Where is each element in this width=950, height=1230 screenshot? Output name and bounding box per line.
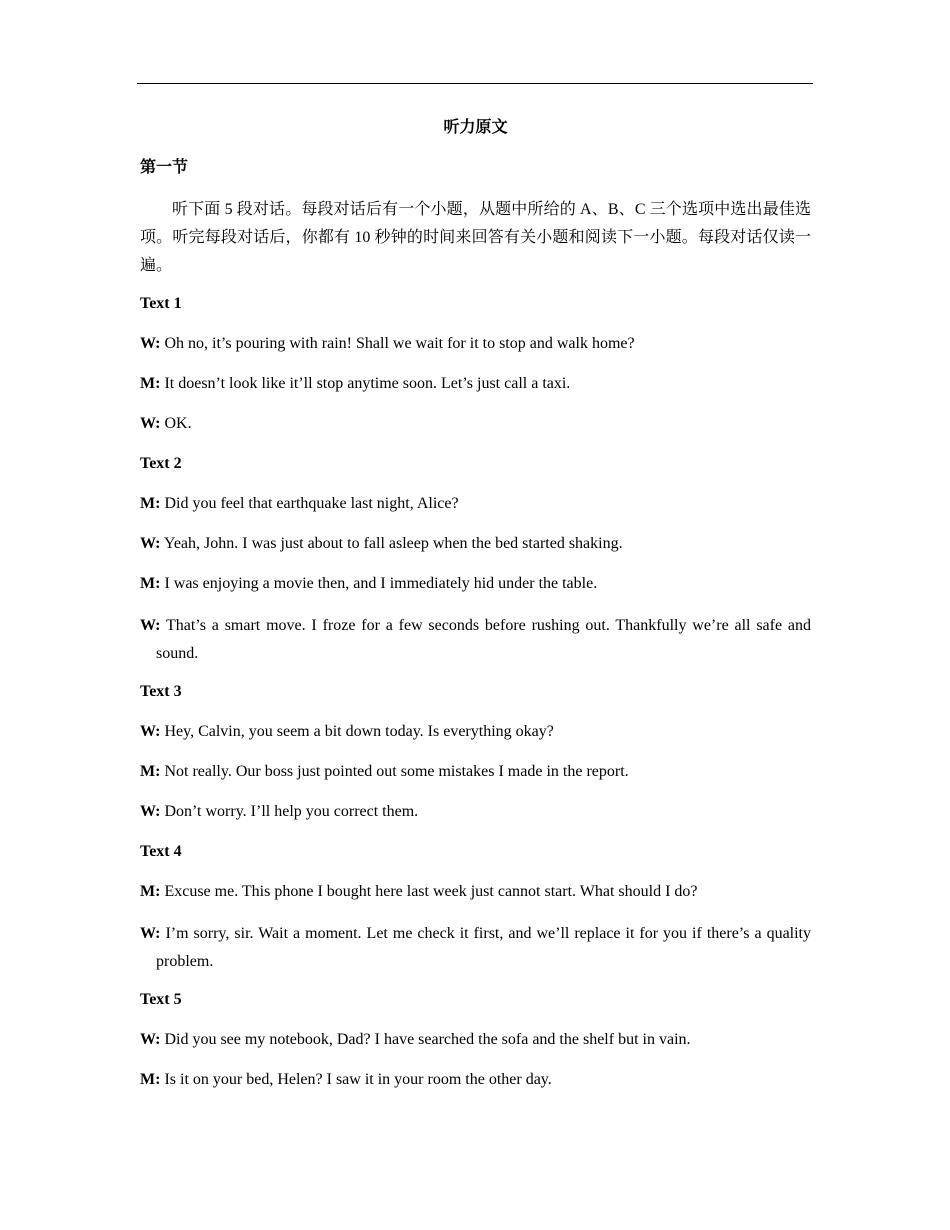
dialogue-line <box>140 612 811 668</box>
dialogue-line <box>140 572 811 596</box>
speaker-label: W: <box>140 535 161 552</box>
dialogue-line <box>140 720 811 744</box>
dialogue-text: It doesn’t look like it’ll stop anytime soon. Let’s just call a taxi. <box>164 375 571 392</box>
dialogue-text: Oh no, it’s pouring with rain! Shall we wait for it to stop and walk home? <box>164 335 635 352</box>
dialogue-text: Yeah, John. I was just about to fall asleep when the bed started shaking. <box>163 535 623 552</box>
dialogue-text: Did you see my notebook, Dad? I have searched the sofa and the shelf but in vain. <box>164 1031 691 1048</box>
header-rule <box>137 83 813 84</box>
speaker-label: W: <box>140 617 161 634</box>
text-heading: Text 2 <box>140 455 182 472</box>
dialogue-text: Excuse me. This phone I bought here last week just cannot start. What should I do? <box>164 883 698 900</box>
text-heading: Text 4 <box>140 843 182 860</box>
text-heading: Text 1 <box>140 295 182 312</box>
dialogue-line <box>140 920 811 976</box>
document-page <box>140 116 811 1108</box>
speaker-label: W: <box>140 803 161 820</box>
dialogue-text: Not really. Our boss just pointed out some mistakes I made in the report. <box>164 763 629 780</box>
dialogue-text: That’s a smart move. I froze for a few seconds before rushing out. Thankfully we’re all safe and sound. <box>156 617 811 662</box>
speaker-label: M: <box>140 883 161 900</box>
dialogue-line <box>140 492 811 516</box>
speaker-label: M: <box>140 763 161 780</box>
dialogue-text: Hey, Calvin, you seem a bit down today. Is everything okay? <box>164 723 554 740</box>
speaker-label: W: <box>140 925 161 942</box>
speaker-label: W: <box>140 723 161 740</box>
intro-paragraph: 听下面 5 段对话。每段对话后有一个小题，从题中所给的 A、B、C 三个选项中选出最佳选项。听完每段对话后，你都有 10 秒钟的时间来回答有关小题和阅读下一小题。每段对话仅读一遍。 <box>140 201 811 274</box>
dialogue-text: I’m sorry, sir. Wait a moment. Let me check it first, and we’ll replace it for you if there’s a quality problem. <box>156 925 812 970</box>
speaker-label: W: <box>140 415 161 432</box>
dialogue-text: Don’t worry. I’ll help you correct them. <box>164 803 419 820</box>
dialogue-line <box>140 532 811 556</box>
dialogue-text: Is it on your bed, Helen? I saw it in your room the other day. <box>164 1071 552 1088</box>
section-label: 第一节 <box>140 159 189 176</box>
dialogue-line <box>140 880 811 904</box>
text-heading: Text 5 <box>140 991 182 1008</box>
speaker-label: W: <box>140 335 161 352</box>
speaker-label: W: <box>140 1031 161 1048</box>
dialogue-line <box>140 1028 811 1052</box>
speaker-label: M: <box>140 1071 161 1088</box>
speaker-label: M: <box>140 495 161 512</box>
dialogue-text: I was enjoying a movie then, and I immediately hid under the table. <box>164 575 598 592</box>
dialogue-line <box>140 372 811 396</box>
dialogue-text: OK. <box>164 415 192 432</box>
dialogue-line <box>140 800 811 824</box>
dialogue-line <box>140 1068 811 1092</box>
dialogue-line <box>140 332 811 356</box>
speaker-label: M: <box>140 575 161 592</box>
page-title: 听力原文 <box>443 119 508 136</box>
dialogue-text: Did you feel that earthquake last night, Alice? <box>164 495 459 512</box>
dialogue-line <box>140 412 811 436</box>
speaker-label: M: <box>140 375 161 392</box>
text-heading: Text 3 <box>140 683 182 700</box>
dialogue-line <box>140 760 811 784</box>
